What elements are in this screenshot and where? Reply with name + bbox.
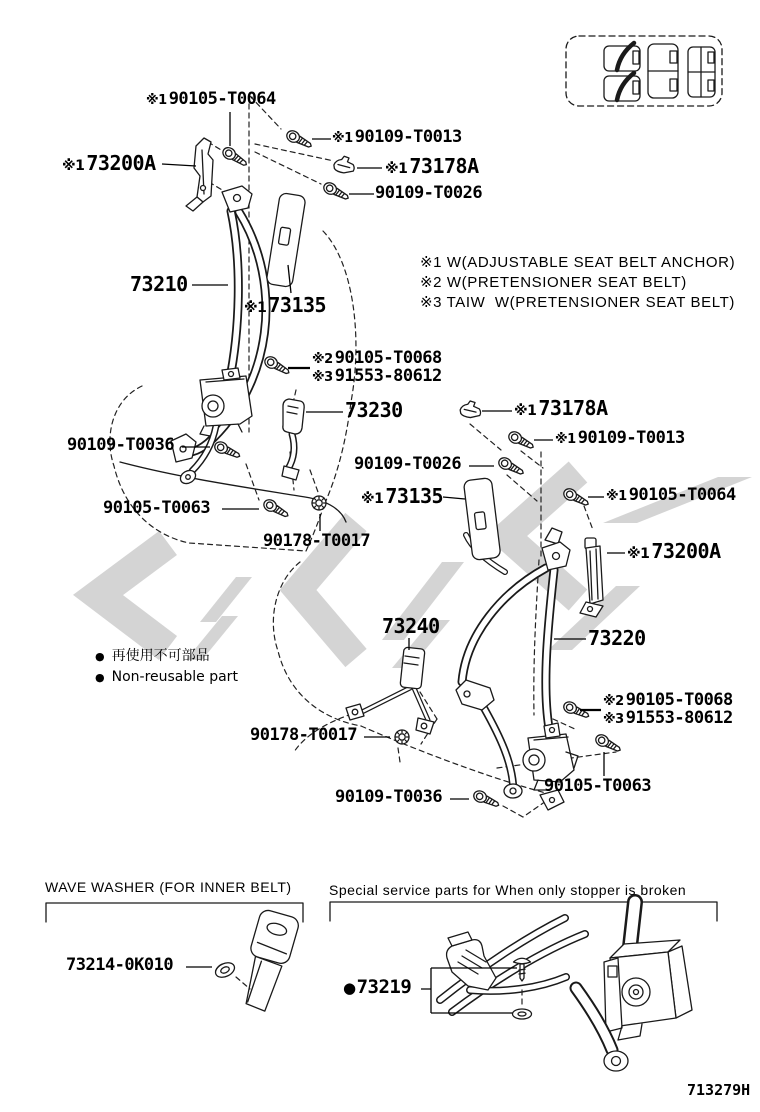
label-text: 90109-T0036: [67, 435, 175, 455]
label-text: 90105-T0068: [334, 348, 442, 368]
label-90105-T0064-right: [606, 487, 736, 505]
label-text: 90105-T0064: [168, 89, 276, 109]
label-90105-T0063-right: [544, 778, 651, 796]
note-2: [420, 275, 687, 291]
label-prefix: ※1: [244, 300, 267, 316]
label-text: 73240: [382, 614, 440, 638]
label-text: ※1 W(ADJUSTABLE SEAT BELT ANCHOR): [420, 254, 736, 271]
label-prefix: ※1: [332, 131, 353, 146]
label-90109-T0026-right: [354, 456, 461, 474]
label-prefix: ※3: [312, 370, 333, 385]
label-prefix: ●: [95, 650, 105, 663]
label-prefix: ※1: [627, 546, 650, 562]
label-text: 73219: [356, 976, 412, 998]
legend-en: [95, 670, 238, 685]
label-text: WAVE WASHER (FOR INNER BELT): [45, 879, 292, 895]
label-text: 90109-T0036: [335, 787, 443, 807]
label-91553-80612-right: [603, 710, 733, 728]
label-text: 91553-80612: [334, 366, 442, 386]
label-73178A-right: [514, 398, 608, 419]
label-73178A-top: [385, 156, 479, 177]
label-text: 91553-80612: [625, 708, 733, 728]
label-73219: [343, 978, 411, 998]
label-prefix: ※2: [603, 694, 624, 709]
label-prefix: ※1: [514, 403, 537, 419]
label-text: 90109-T0026: [354, 454, 462, 474]
label-text: 90109-T0013: [577, 428, 685, 448]
label-73210: [130, 274, 188, 295]
label-90109-T0036-right: [335, 789, 442, 807]
label-prefix: ※2: [312, 352, 333, 367]
label-prefix: ※1: [385, 161, 408, 177]
label-text: 90105-T0063: [544, 776, 652, 796]
label-text: 再使用不可部品: [111, 648, 210, 664]
label-prefix: ※1: [62, 158, 85, 174]
label-90109-T0036-left: [67, 437, 174, 455]
note-1: [420, 255, 735, 271]
label-text: 90109-T0026: [375, 183, 483, 203]
label-90109-T0013-right: [555, 430, 685, 448]
label-73230: [345, 400, 403, 421]
label-text: 90105-T0068: [625, 690, 733, 710]
label-prefix: ※1: [361, 491, 384, 507]
label-91553-80612-left: [312, 368, 442, 386]
label-90105-T0063-left: [103, 500, 210, 518]
label-90109-T0013-top: [332, 129, 462, 147]
label-prefix: ※1: [555, 432, 576, 447]
label-text: 73210: [130, 272, 188, 296]
legend-jp: [95, 649, 210, 664]
label-text: 90109-T0013: [354, 127, 462, 147]
label-73135-right: [361, 486, 443, 507]
label-73220: [588, 628, 646, 649]
label-90105-T0064-top: [146, 91, 276, 109]
label-text: 90178-T0017: [263, 531, 371, 551]
box-header-special-service: [329, 883, 686, 898]
label-text: 90105-T0064: [628, 485, 736, 505]
label-text: 713279H: [687, 1081, 751, 1099]
label-text: 73200A: [86, 151, 156, 175]
label-prefix: ●: [95, 671, 105, 684]
label-73135-left: [244, 295, 326, 316]
label-text: ※2 W(PRETENSIONER SEAT BELT): [420, 274, 687, 291]
label-73214-0K010: [66, 957, 173, 975]
label-prefix: ※1: [146, 93, 167, 108]
label-text: 73220: [588, 626, 646, 650]
label-prefix: ※3: [603, 712, 624, 727]
label-prefix: ●: [343, 979, 356, 997]
label-73200A-left: [62, 153, 156, 174]
label-73240: [382, 616, 440, 637]
label-text: ※3 TAIW W(PRETENSIONER SEAT BELT): [420, 294, 735, 311]
label-text: Non-reusable part: [111, 669, 238, 685]
label-text: 73200A: [651, 539, 721, 563]
label-text: 73178A: [538, 396, 608, 420]
note-3: [420, 295, 735, 311]
label-prefix: ※1: [606, 489, 627, 504]
box-header-wave-washer: [45, 880, 292, 895]
drawing-number: [687, 1083, 750, 1099]
label-90178-T0017-left: [263, 533, 370, 551]
label-text: 90178-T0017: [250, 725, 358, 745]
label-text: 73230: [345, 398, 403, 422]
label-90178-T0017-right: [250, 727, 357, 745]
label-90109-T0026-top: [375, 185, 482, 203]
label-73200A-right: [627, 541, 721, 562]
label-text: 73178A: [409, 154, 479, 178]
label-text: 73214-0K010: [66, 955, 174, 975]
label-text: 90105-T0063: [103, 498, 211, 518]
label-text: 73135: [268, 293, 327, 317]
label-text: 73135: [385, 484, 444, 508]
label-text: Special service parts for When only stopper is broken: [329, 882, 687, 898]
